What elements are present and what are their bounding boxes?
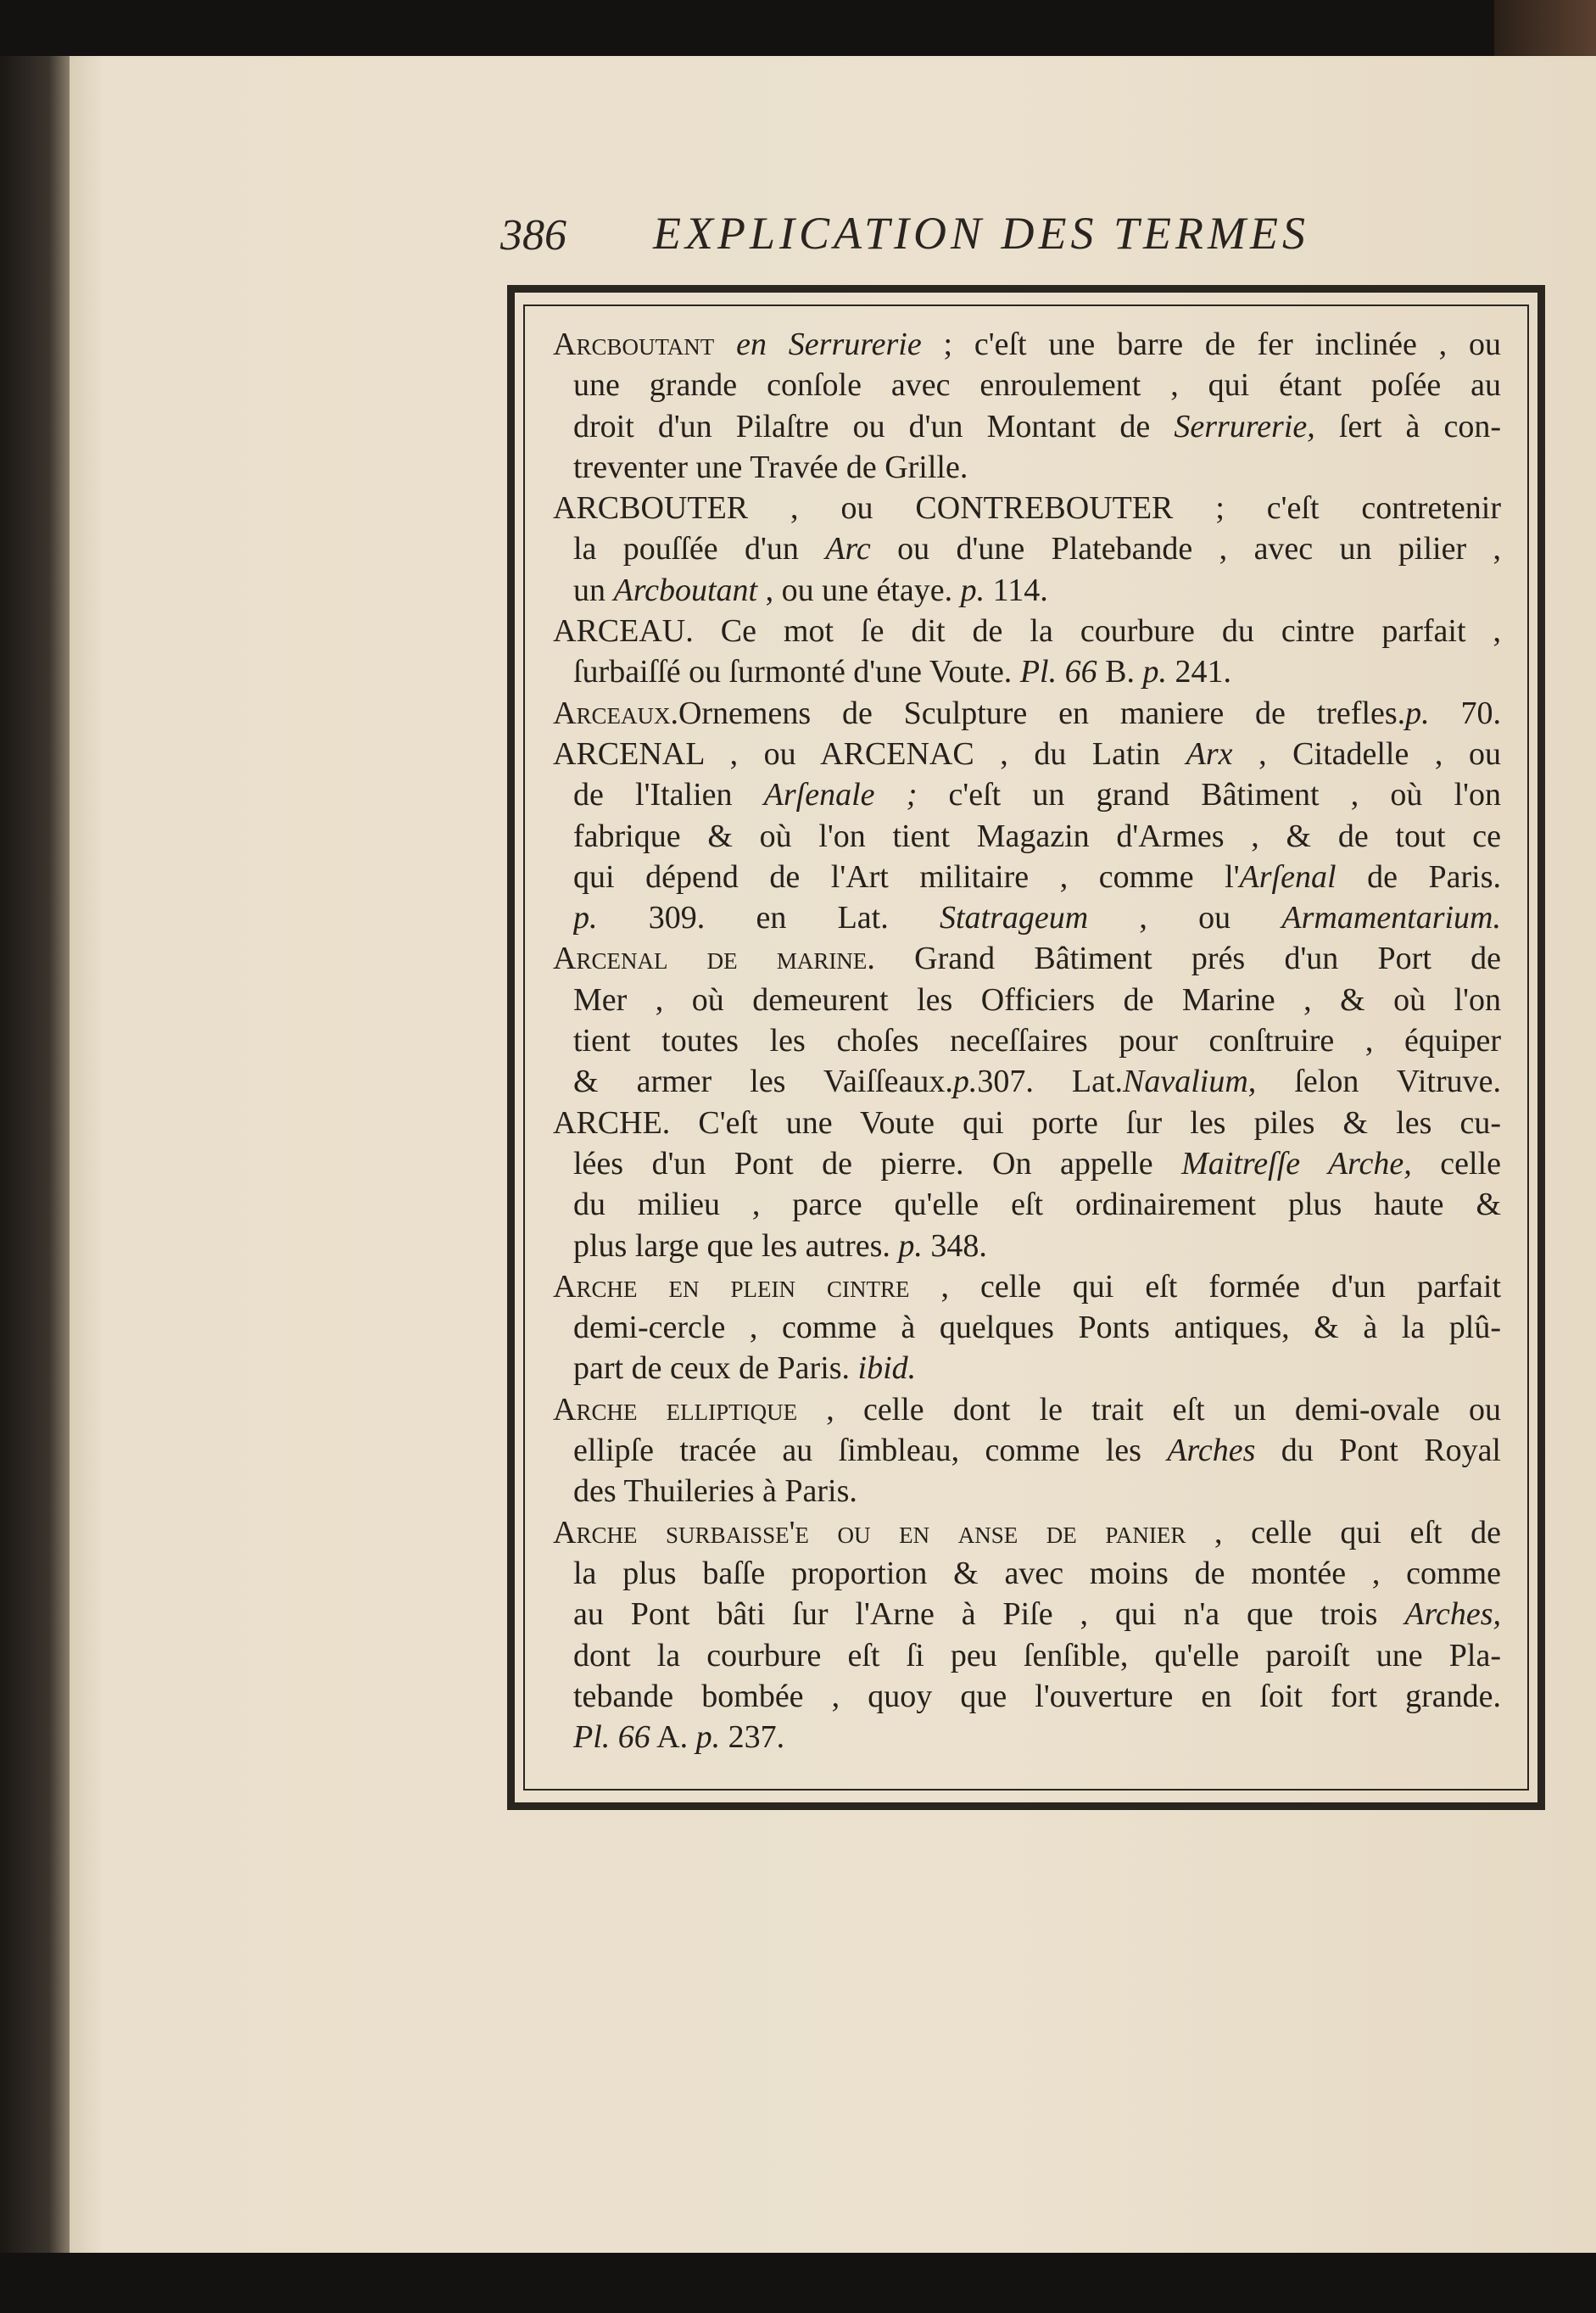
glossary-entry xyxy=(553,1103,1501,1266)
entry-line xyxy=(573,570,1501,611)
entry-headword-line xyxy=(553,1266,1501,1307)
text-segment: 237. xyxy=(720,1719,785,1756)
entry-line xyxy=(573,1143,1501,1184)
page-number: 386 xyxy=(500,211,566,260)
entry-line xyxy=(573,1430,1501,1471)
text-segment: ſelon Vitruve. xyxy=(1256,1064,1501,1100)
entry-line xyxy=(573,365,1501,405)
entry-headword-line xyxy=(553,1389,1501,1430)
text-segment: 70. xyxy=(1429,695,1501,731)
italic-text: Serrurerie, xyxy=(1174,408,1315,444)
text-segment: dont la courbure eſt ſi peu ſenſible, qu'elle paroiſt une Pla- xyxy=(573,1637,1501,1673)
glossary-entry xyxy=(553,734,1501,938)
italic-text: Arcboutant xyxy=(613,572,758,608)
italic-text: Arſenal xyxy=(1239,858,1337,895)
text-segment: ; c'eſt une barre de fer inclinée , ou xyxy=(921,327,1501,362)
text-segment: tient toutes les choſes neceſſaires pour conſtruire , équiper xyxy=(573,1023,1501,1059)
text-segment: de l'Italien xyxy=(573,777,764,813)
text-segment: B. xyxy=(1097,654,1143,690)
text-segment: c'eſt un grand Bâtiment , où l'on xyxy=(917,777,1501,813)
headword: Arcenal de marine. xyxy=(553,941,875,977)
text-segment: Grand Bâtiment prés d'un Port de xyxy=(874,941,1501,977)
text-segment: fabrique & où l'on tient Magazin d'Armes , & de tout ce xyxy=(573,818,1501,854)
glossary-entry xyxy=(553,1266,1501,1389)
italic-text: p. xyxy=(898,1227,923,1264)
entry-line xyxy=(573,528,1501,569)
entry-line xyxy=(573,1676,1501,1717)
glossary-entry xyxy=(553,611,1501,693)
text-segment: 114. xyxy=(985,572,1048,608)
entry-line xyxy=(573,897,1501,938)
italic-text: p. xyxy=(952,1064,978,1100)
entry-line xyxy=(573,816,1501,857)
text-segment: plus large que les autres. xyxy=(573,1227,899,1264)
italic-text: Armamentarium. xyxy=(1281,900,1501,936)
headword: Arche en plein cintre xyxy=(553,1268,910,1305)
glossary-entry xyxy=(553,1389,1501,1512)
entry-line xyxy=(573,774,1501,815)
text-segment: du milieu , parce qu'elle eſt ordinairement plus haute & xyxy=(573,1187,1501,1223)
italic-text: p. xyxy=(573,900,598,936)
text-segment: tebande bombée , quoy que l'ouverture en ſoit fort grande. xyxy=(573,1678,1501,1714)
entry-line xyxy=(573,1307,1501,1348)
italic-text: Arches xyxy=(1167,1433,1256,1469)
text-segment: , Citadelle , ou xyxy=(1232,735,1501,772)
text-segment: des Thuileries à Paris. xyxy=(573,1473,857,1510)
italic-text: Arc xyxy=(825,531,871,567)
italic-text: Navalium, xyxy=(1123,1064,1257,1100)
headword: Arcboutant xyxy=(553,327,715,362)
italic-text: p. xyxy=(960,572,985,608)
text-segment: droit d'un Pilaſtre ou d'un Montant de xyxy=(573,408,1175,444)
entry-line xyxy=(573,406,1501,447)
glossary-entry xyxy=(553,1512,1501,1758)
italic-text: p. xyxy=(1405,695,1430,731)
text-segment: la pouſſée d'un xyxy=(573,531,826,567)
italic-text: Pl. 66 xyxy=(1019,654,1097,690)
italic-text: p. xyxy=(695,1719,721,1756)
text-segment: , celle qui eſt de xyxy=(1186,1514,1501,1550)
entry-line xyxy=(573,857,1501,897)
text-segment: de Paris. xyxy=(1336,858,1501,895)
headword: Arche surbaisse'e ou en anse de panier xyxy=(553,1514,1186,1550)
text-segment: ARCBOUTER , ou CONTREBOUTER ; c'eſt contretenir xyxy=(553,490,1501,527)
text-segment: 348. xyxy=(922,1227,987,1264)
text-segment: A. xyxy=(650,1719,696,1756)
text-segment: Mer , où demeurent les Officiers de Marine , & où l'on xyxy=(573,981,1501,1018)
text-segment: ſurbaiſſé ou ſurmonté d'une Voute. xyxy=(573,654,1020,690)
entry-line xyxy=(573,1020,1501,1061)
italic-text: Arx xyxy=(1186,735,1233,772)
italic-text: p. xyxy=(1142,654,1167,690)
entry-line xyxy=(573,1594,1501,1634)
text-segment: une grande conſole avec enroulement , qui étant poſée au xyxy=(573,367,1501,404)
text-segment: part de ceux de Paris. xyxy=(573,1350,858,1387)
entry-headword-line xyxy=(553,938,1501,979)
text-segment: demi-cercle , comme à quelques Ponts antiques, & à la plû- xyxy=(573,1310,1501,1346)
text-segment: ARCENAL , ou ARCENAC , du Latin xyxy=(553,735,1186,772)
running-head: EXPLICATION DES TERMES xyxy=(653,208,1309,259)
entry-line xyxy=(573,1717,1501,1757)
text-segment: lées d'un Pont de pierre. On appelle xyxy=(573,1145,1182,1182)
entry-headword-line xyxy=(553,611,1501,651)
text-segment: ellipſe tracée au ſimbleau, comme les xyxy=(573,1433,1168,1469)
text-segment: ARCEAU. Ce mot ſe dit de la courbure du cintre parfait , xyxy=(553,613,1501,650)
text-segment: un xyxy=(573,572,614,608)
entry-headword-line xyxy=(553,693,1501,734)
entry-line xyxy=(573,1348,1501,1388)
entry-headword-line xyxy=(553,1512,1501,1553)
text-segment: ARCHE. C'eſt une Voute qui porte ſur les piles & les cu- xyxy=(553,1104,1501,1141)
text-segment: celle xyxy=(1411,1145,1501,1182)
entry-line xyxy=(573,1184,1501,1225)
text-segment: la plus baſſe proportion & avec moins de montée , comme xyxy=(573,1555,1501,1591)
text-segment: ſert à con- xyxy=(1314,408,1501,444)
glossary-entry xyxy=(553,324,1501,488)
italic-text: Statrageum xyxy=(939,900,1089,936)
entry-line xyxy=(573,1553,1501,1594)
text-segment: 307. Lat. xyxy=(977,1064,1124,1100)
italic-text: Arſenale ; xyxy=(763,777,918,813)
entry-line xyxy=(573,1471,1501,1511)
text-segment: ou d'une Platebande , avec un pilier , xyxy=(870,531,1501,567)
book-gutter-edge xyxy=(0,56,70,2253)
text-segment: , celle qui eſt formée d'un parfait xyxy=(909,1268,1501,1305)
entry-line xyxy=(573,1061,1501,1102)
text-segment: Ornemens de Sculpture en maniere de trefles. xyxy=(678,695,1406,731)
text-segment: du Pont Royal xyxy=(1255,1433,1501,1469)
text-segment: qui dépend de l'Art militaire , comme l' xyxy=(573,858,1240,895)
entry-headword-line xyxy=(553,1103,1501,1143)
italic-text: en Serrurerie xyxy=(714,327,922,362)
entry-line xyxy=(573,1635,1501,1676)
italic-text: Arches, xyxy=(1404,1596,1501,1633)
glossary-entry xyxy=(553,693,1501,734)
entry-headword-line xyxy=(553,488,1501,528)
headword: Arceaux. xyxy=(553,695,678,731)
entry-line xyxy=(573,651,1501,692)
entry-line xyxy=(573,1226,1501,1266)
italic-text: ibid. xyxy=(857,1350,917,1387)
entry-line xyxy=(573,980,1501,1020)
glossary-entries xyxy=(553,324,1501,1757)
glossary-entry xyxy=(553,938,1501,1102)
text-segment: , ou une étaye. xyxy=(757,572,961,608)
headword: Arche elliptique xyxy=(553,1391,798,1427)
entry-headword-line xyxy=(553,324,1501,365)
text-segment: , celle dont le trait eſt un demi-ovale ou xyxy=(797,1391,1501,1427)
glossary-entry xyxy=(553,488,1501,611)
text-segment: treventer une Travée de Grille. xyxy=(573,449,968,485)
text-segment: 241. xyxy=(1166,654,1231,690)
text-segment: 309. en Lat. xyxy=(597,900,940,936)
text-segment: & armer les Vaiſſeaux. xyxy=(573,1064,953,1100)
entry-headword-line xyxy=(553,734,1501,774)
italic-text: Maitreſſe Arche, xyxy=(1181,1145,1412,1182)
text-segment: au Pont bâti ſur l'Arne à Piſe , qui n'a que trois xyxy=(573,1596,1405,1633)
text-segment: , ou xyxy=(1088,900,1282,936)
entry-line xyxy=(573,447,1501,488)
italic-text: Pl. 66 xyxy=(573,1719,650,1756)
